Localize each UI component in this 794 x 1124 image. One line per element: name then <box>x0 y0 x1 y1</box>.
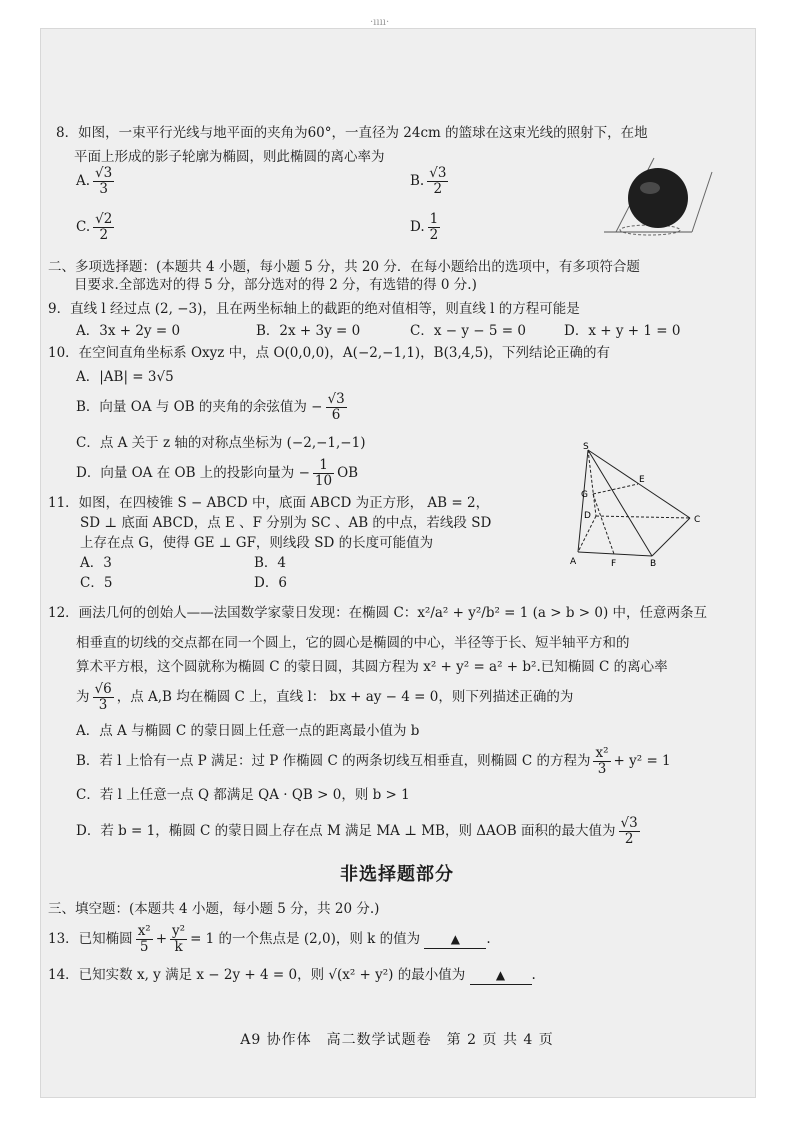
q8-option-a: A. $\frac{√3}{3}$ <box>76 165 113 197</box>
q11-option-c: C．5 <box>80 575 113 591</box>
pyramid-figure <box>566 440 716 570</box>
q10-stem: 10．在空间直角坐标系 Oxyz 中，点 O(0,0,0)，A(−2,−1,1)，B(3,4,5)，下列结论正确的有 <box>48 345 610 361</box>
q11-option-a: A．3 <box>80 555 112 571</box>
q12-option-a: A．点 A 与椭圆 C 的蒙日圆上任意一点的距离最小值为 b <box>76 723 420 739</box>
label-d: D <box>584 511 591 521</box>
q12-stem-line4: 为 $\frac{√6}{3}$ ，点 A,B 均在椭圆 C 上，直线 l： bx + ay − 4 = 0，则下列描述正确的为 <box>76 681 574 713</box>
q10-option-a: A．|AB| = 3√5 <box>76 369 174 385</box>
q12-option-c: C．若 l 上任意一点 Q 都满足 QA · QB > 0，则 b > 1 <box>76 787 410 803</box>
q9-option-c: C．x − y − 5 = 0 <box>410 323 526 339</box>
q13-answer-blank[interactable]: ▲ <box>424 930 486 949</box>
section3-heading: 三、填空题：(本题共 4 小题，每小题 5 分，共 20 分.) <box>48 901 380 917</box>
q9-option-a: A．3x + 2y = 0 <box>76 323 181 339</box>
q14-answer-blank[interactable]: ▲ <box>470 966 532 985</box>
label-a: A <box>570 557 577 567</box>
label-g: G <box>581 490 588 500</box>
basketball-icon <box>628 168 688 228</box>
q12-option-b: B．若 l 上恰有一点 P 满足：过 P 作椭圆 C 的两条切线互相垂直，则椭圆 C 的方程为 $\frac{\text{x²}}{3}$ + y² = 1 <box>76 745 671 777</box>
q8-option-c: C. $\frac{√2}{2}$ <box>76 211 113 243</box>
q10-option-b: B．向量 OA 与 OB 的夹角的余弦值为 − $\frac{√3}{6}$ <box>76 391 345 423</box>
q9-option-b: B．2x + 3y = 0 <box>256 323 361 339</box>
q11-option-d: D．6 <box>254 575 287 591</box>
label-b: B <box>650 559 657 569</box>
label-e: E <box>639 475 645 485</box>
label-f: F <box>611 559 617 569</box>
q13-stem: 13．已知椭圆 $\frac{\text{x²}}{5}$ + $\frac{\text{y²}}{k}$ = 1 的一个焦点是 (2,0)，则 k 的值为 ▲ . <box>48 923 491 955</box>
q8-stem-line2: 平面上形成的影子轮廓为椭圆，则此椭圆的离心率为 <box>74 149 385 165</box>
q12-stem-line1: 12．画法几何的创始人——法国数学家蒙日发现：在椭圆 C：x²/a² + y²/b² = 1 (a > b > 0) 中，任意两条互 <box>48 605 708 621</box>
q8-option-b: B. $\frac{√3}{2}$ <box>410 165 447 197</box>
q10-option-d: D．向量 OA 在 OB 上的投影向量为 − $\frac{1}{10}$ OB <box>76 457 359 489</box>
q11-stem-line2: SD ⊥ 底面 ABCD，点 E 、F 分别为 SC 、AB 的中点，若线段 SD <box>80 515 492 531</box>
basketball-shadow-figure <box>596 150 716 242</box>
page-footer: A9 协作体 高二数学试题卷 第 2 页 共 4 页 <box>240 1032 554 1048</box>
q12-option-d: D．若 b = 1，椭圆 C 的蒙日圆上存在点 M 满足 MA ⊥ MB，则 ΔAOB 面积的最大值为 $\frac{√3}{2}$ <box>76 815 638 847</box>
q12-stem-line2: 相垂直的切线的交点都在同一个圆上，它的圆心是椭圆的中心，半径等于长、短半轴平方和的 <box>76 635 630 651</box>
q11-stem-line1: 11．如图，在四棱锥 S − ABCD 中，底面 ABCD 为正方形， AB = 2， <box>48 495 490 511</box>
q10-option-c: C．点 A 关于 z 轴的对称点坐标为 (−2,−1,−1) <box>76 435 366 451</box>
section2-heading-line1: 二、多项选择题：(本题共 4 小题，每小题 5 分，共 20 分．在每小题给出的选项中，有多项符合题 <box>48 259 640 275</box>
label-s: S <box>583 442 589 452</box>
q8-option-d: D. $\frac{1}{2}$ <box>410 211 439 243</box>
q8-stem-line1: 8．如图，一束平行光线与地平面的夹角为60°，一直径为 24cm 的篮球在这束光线的照射下，在地 <box>56 125 648 141</box>
q12-stem-line3: 算术平方根，这个圆就称为椭圆 C 的蒙日圆，其圆方程为 x² + y² = a² + b².已知椭圆 C 的离心率 <box>76 659 668 675</box>
q9-stem: 9．直线 l 经过点 (2, −3)，且在两坐标轴上的截距的绝对值相等，则直线 l 的方程可能是 <box>48 301 580 317</box>
part-title: 非选择题部分 <box>340 864 454 885</box>
q14-stem: 14．已知实数 x, y 满足 x − 2y + 4 = 0，则 √(x² + y²) 的最小值为 ▲ . <box>48 967 536 983</box>
q9-option-d: D．x + y + 1 = 0 <box>564 323 681 339</box>
header-mark: ·ıııı· <box>370 17 390 28</box>
q11-stem-line3: 上存在点 G，使得 GE ⊥ GF，则线段 SD 的长度可能值为 <box>80 535 434 551</box>
q11-option-b: B．4 <box>254 555 287 571</box>
label-c: C <box>694 515 701 525</box>
section2-heading-line2: 目要求.全部选对的得 5 分，部分选对的得 2 分，有选错的得 0 分.) <box>74 277 477 293</box>
